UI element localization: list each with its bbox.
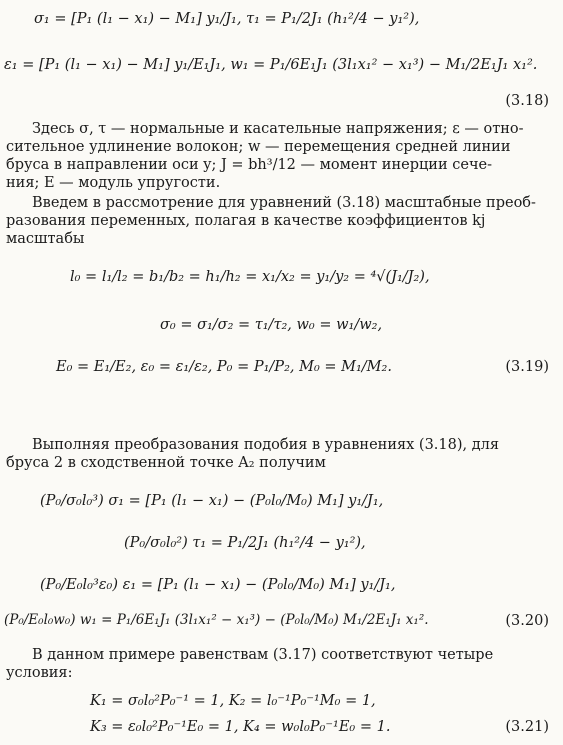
equation-text: (P₀/E₀l₀w₀) w₁ = P₁/6E₁J₁ (3l₁x₁² − x₁³) − (P₀l₀/M₀) M₁/2E₁J₁ x₁². (4, 612, 429, 628)
equation-3-20-row-3 (0, 568, 563, 602)
equation-number-3-19: (3.19) (505, 359, 549, 375)
equation-3-20-row-4 (0, 602, 563, 642)
equation-3-20-row-2 (0, 526, 563, 560)
equation-number-3-20: (3.20) (505, 613, 549, 629)
equation-text: σ₀ = σ₁/σ₂ = τ₁/τ₂, w₀ = w₁/w₂, (160, 317, 383, 333)
equation-number-3-18-row (0, 90, 563, 112)
equation-number-3-21: (3.21) (505, 719, 549, 735)
text-line: бруса в направлении оси y; J = bh³/12 — момент инерции сече- (6, 157, 493, 174)
text-line: разования переменных, полагая в качестве коэффициентов kj (6, 213, 486, 230)
text-line: бруса 2 в сходственной точке A₂ получим (6, 455, 326, 472)
paragraph-conditions (6, 646, 554, 682)
equation-3-18-row-1 (0, 4, 563, 34)
equation-text: σ₁ = [P₁ (l₁ − x₁) − M₁] y₁/J₁, τ₁ = P₁/2J₁ (h₁²/4 − y₁²), (34, 11, 420, 27)
equation-3-19-row-3 (0, 352, 563, 386)
paragraph-notation (6, 120, 554, 193)
equation-text: ε₁ = [P₁ (l₁ − x₁) − M₁] y₁/E₁J₁, w₁ = P₁/6E₁J₁ (3l₁x₁² − x₁³) − M₁/2E₁J₁ x₁². (4, 57, 538, 73)
equation-3-19-row-2 (0, 310, 563, 342)
text-line: Выполняя преобразования подобия в уравнениях (3.18), для (32, 437, 500, 453)
paragraph-similarity (6, 436, 554, 472)
equation-text: (P₀/E₀l₀³ε₀) ε₁ = [P₁ (l₁ − x₁) − (P₀l₀/M₀) M₁] y₁/J₁, (40, 577, 396, 593)
text-line: Здесь σ, τ — нормальные и касательные напряжения; ε — отно- (32, 121, 524, 137)
text-line: В данном примере равенствам (3.17) соответствуют четыре (32, 647, 494, 663)
equation-text: (P₀/σ₀l₀²) τ₁ = P₁/2J₁ (h₁²/4 − y₁²), (124, 535, 366, 551)
equation-3-18-row-2 (0, 50, 563, 82)
equation-3-19-row-1 (0, 258, 563, 298)
equation-3-20-row-1 (0, 484, 563, 518)
equation-text: (P₀/σ₀l₀³) σ₁ = [P₁ (l₁ − x₁) − (P₀l₀/M₀) M₁] y₁/J₁, (40, 493, 384, 509)
text-line: условия: (6, 665, 73, 682)
equation-3-21-row-1 (0, 688, 563, 714)
text-line: ния; E — модуль упругости. (6, 175, 221, 192)
equation-3-21-row-2 (0, 714, 563, 740)
text-line: Введем в рассмотрение для уравнений (3.18) масштабные преоб- (32, 195, 536, 211)
text-line: масштабы (6, 231, 85, 248)
equation-text: K₁ = σ₀l₀²P₀⁻¹ = 1, K₂ = l₀⁻¹P₀⁻¹M₀ = 1, (90, 693, 376, 709)
text-line: сительное удлинение волокон; w — перемещения средней линии (6, 139, 511, 156)
equation-text: K₃ = ε₀l₀²P₀⁻¹E₀ = 1, K₄ = w₀l₀P₀⁻¹E₀ = 1. (90, 719, 391, 735)
paragraph-scale-intro (6, 194, 554, 248)
equation-number-3-18: (3.18) (505, 93, 549, 109)
equation-text: E₀ = E₁/E₂, ε₀ = ε₁/ε₂, P₀ = P₁/P₂, M₀ = M₁/M₂. (56, 359, 392, 375)
equation-text: l₀ = l₁/l₂ = b₁/b₂ = h₁/h₂ = x₁/x₂ = y₁/y₂ = ⁴√(J₁/J₂), (70, 269, 430, 285)
